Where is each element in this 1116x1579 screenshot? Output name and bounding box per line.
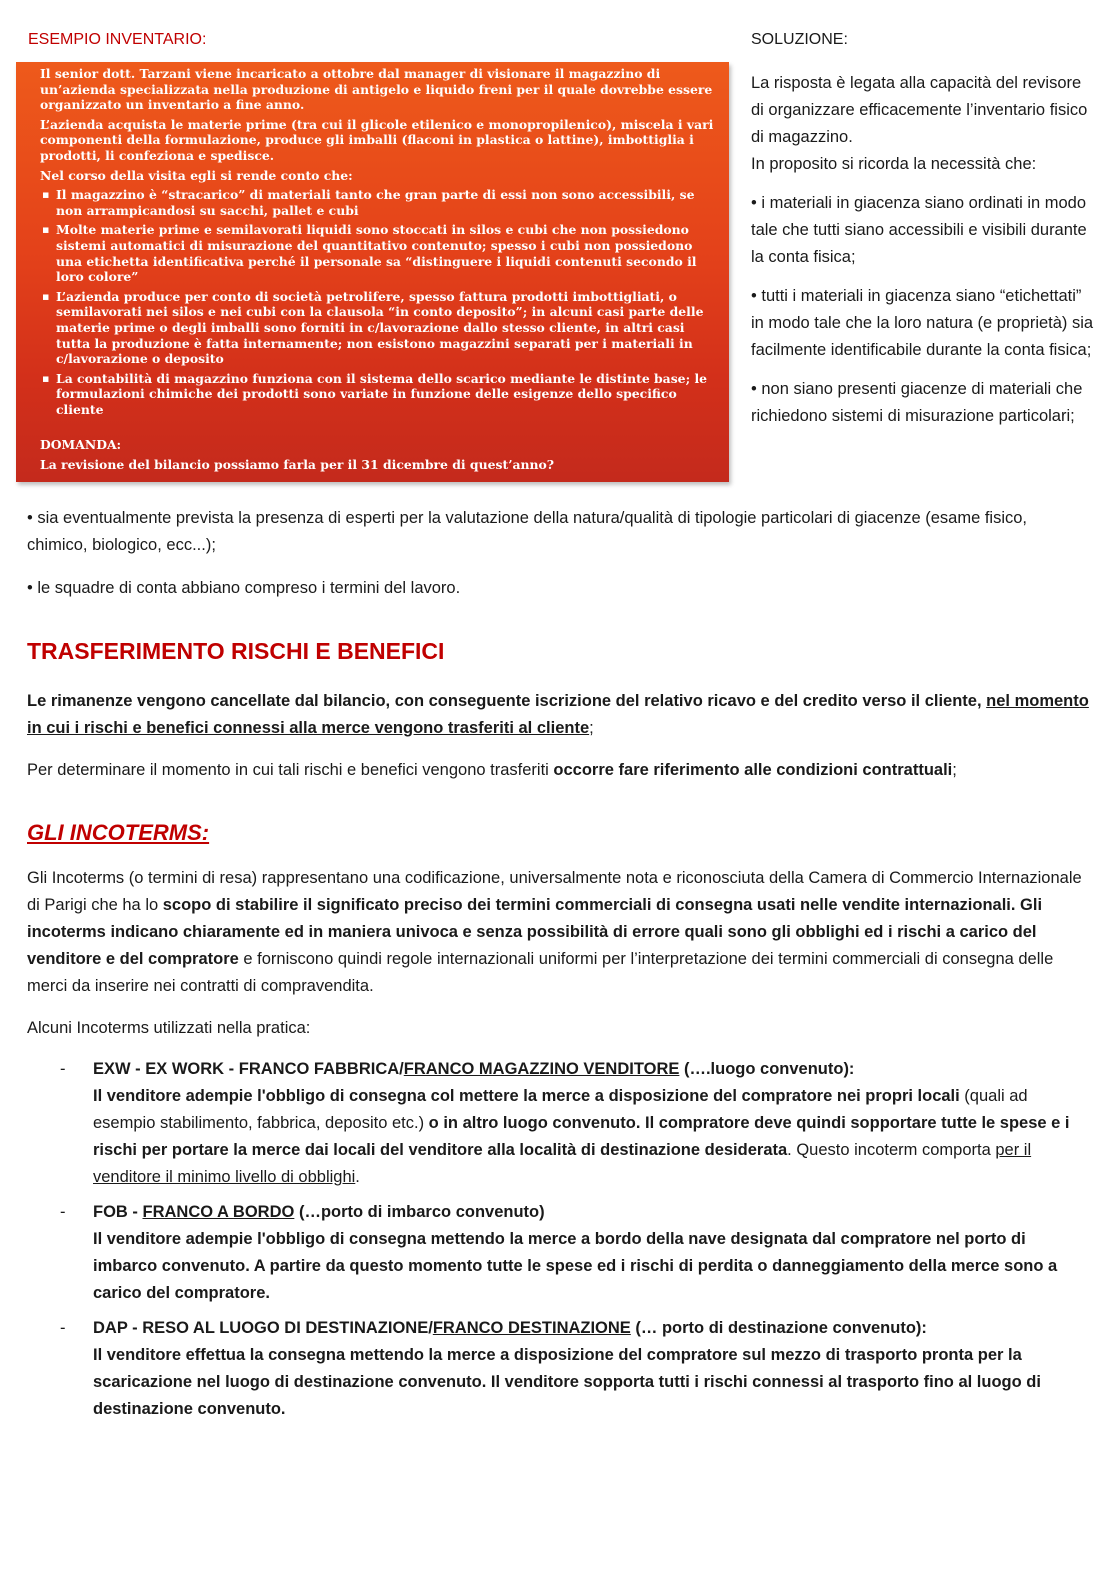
question-label: DOMANDA: bbox=[40, 437, 122, 453]
transfer-p2-start: Per determinare il momento in cui tali rischi e benefici vengono trasferiti bbox=[27, 761, 554, 779]
dap-head-a: DAP - RESO AL LUOGO DI DESTINAZIONE/ bbox=[93, 1319, 433, 1337]
exw-head-b: (….luogo convenuto): bbox=[679, 1060, 855, 1078]
transfer-p2 bbox=[27, 757, 1089, 784]
transfer-p1 bbox=[27, 688, 1089, 742]
question-text: La revisione del bilancio possiamo farla per il 31 dicembre di quest’anno? bbox=[40, 457, 555, 473]
exw-t4: . Questo incoterm comporta bbox=[787, 1141, 996, 1159]
exw-heading bbox=[93, 1056, 1090, 1083]
transfer-p2-end: ; bbox=[952, 761, 957, 779]
example-bullet: ▪ La contabilità di magazzino funziona con il sistema dello scarico mediante le distinte base; le formulazioni chimiche dei prodotti sono variate in funzione delle esigenze dello specifico cliente bbox=[56, 371, 719, 418]
exw-t6: . bbox=[355, 1168, 360, 1186]
dap-body bbox=[93, 1342, 1090, 1423]
exw-t3: o in altro luogo convenuto. Il compratore deve quindi sopportare tutte le spese e i rischi per portare la merce dai locali del venditore alla località di destinazione desiderata bbox=[93, 1114, 1070, 1159]
incoterms-p1-a: Gli Incoterms (o termini di resa) rappresentano una codificazione, universalmente nota e riconosciuta della Camera di Commercio Internazionale di Parigi che ha lo bbox=[27, 869, 1082, 914]
transfer-p1-end: ; bbox=[589, 719, 594, 737]
transfer-title: TRASFERIMENTO RISCHI E BENEFICI bbox=[27, 638, 445, 664]
dash-marker: - bbox=[60, 1203, 66, 1221]
fob-head-u: FRANCO A BORDO bbox=[142, 1203, 295, 1221]
dap-t1: Il venditore effettua la consegna mettendo la merce a disposizione del compratore sul mezzo di trasporto pronta per la scaricazione nel luogo di destinazione convenuto. Il venditore sopporta tutti i rischi connessi al trasporto fino al luogo di destinazione convenuto. bbox=[93, 1346, 1041, 1418]
example-para2: L’azienda acquista le materie prime (tra cui il glicole etilenico e monopropilenico), miscela i vari componenti della formulazione, produce gli imballi (flaconi in plastica o lattine), imbottiglia i prodotti, li confeziona e spedisce. bbox=[40, 116, 714, 163]
exw-head-a: EXW - EX WORK - FRANCO FABBRICA/ bbox=[93, 1060, 404, 1078]
fob-t1: Il venditore adempie l'obbligo di consegna mettendo la merce a bordo della nave designata dal compratore nel porto di imbarco convenuto. A partire da questo momento tutte le spese ed i rischi di perdita o danneggiamento della merce sono a carico del compratore. bbox=[93, 1230, 1058, 1302]
example-box bbox=[16, 62, 729, 482]
incoterms-p2: Alcuni Incoterms utilizzati nella pratica: bbox=[27, 1019, 311, 1037]
solution-bullet-4: • sia eventualmente prevista la presenza di esperti per la valutazione della natura/qualità di tipologie particolari di giacenze (esame fisico, chimico, biologico, ecc...); bbox=[27, 509, 1028, 554]
incoterms-p1-b: scopo di stabilire il significato preciso dei termini commerciali di consegna usati nelle vendite internazionali. Gli incoterms indicano chiaramente ed in maniera univoca e senza possibilità di errore quali sono gli obblighi ed i rischi a carico del venditore e del compratore bbox=[27, 896, 1043, 968]
example-para3: Nel corso della visita egli si rende conto che: bbox=[40, 167, 353, 183]
example-intro: Il senior dott. Tarzani viene incaricato a ottobre dal manager di visionare il magazzino di un’azienda specializzata nella produzione di antigelo e liquido freni per il quale dovrebbe essere organizzato un inventario a fine anno. bbox=[40, 66, 713, 113]
dash-marker: - bbox=[60, 1060, 66, 1078]
incoterm-exw bbox=[60, 1056, 1090, 1191]
fob-body bbox=[93, 1226, 1090, 1307]
solution-label: SOLUZIONE: bbox=[751, 31, 848, 48]
exw-t2: (quali ad esempio stabilimento, fabbrica, deposito etc.) bbox=[93, 1087, 1028, 1132]
fob-heading bbox=[93, 1199, 1090, 1226]
incoterm-dap bbox=[60, 1315, 1090, 1423]
example-bullet: ▪ Molte materie prime e semilavorati liquidi sono stoccati in silos e cubi che non possiedono sistemi automatici di misurazione del quantitativo contenuto; spesso i cubi non possiedono una etichetta identificativa perché il personale sa “distinguere i liquidi contenuti secondo il loro colore” bbox=[56, 222, 719, 284]
exw-t1: Il venditore adempie l'obbligo di consegna col mettere la merce a disposizione del compratore nei propri locali bbox=[93, 1087, 960, 1105]
dap-head-b: (… porto di destinazione convenuto): bbox=[630, 1319, 927, 1337]
incoterms-title: GLI INCOTERMS: bbox=[27, 820, 210, 845]
solution-bullet-5: • le squadre di conta abbiano compreso i termini del lavoro. bbox=[27, 579, 461, 597]
solution-p1-text: La risposta è legata alla capacità del revisore di organizzare efficacemente l’inventario fisico di magazzino. bbox=[751, 74, 1088, 146]
incoterms-p1-c: e forniscono quindi regole internazionali uniformi per l’interpretazione dei termini commerciali di consegna delle merci da inserire nei contratti di compravendita. bbox=[27, 950, 1054, 995]
transfer-p1-bold: Le rimanenze vengono cancellate dal bilancio, con conseguente iscrizione del relativo ricavo e del credito verso il cliente, bbox=[27, 692, 987, 710]
solution-column bbox=[751, 70, 1096, 442]
transfer-p1-underline: nel momento in cui i rischi e benefici connessi alla merce vengono trasferiti al cliente bbox=[27, 692, 1089, 737]
example-label: ESEMPIO INVENTARIO: bbox=[28, 31, 207, 48]
exw-body bbox=[93, 1083, 1090, 1191]
incoterms-list bbox=[60, 1056, 1090, 1431]
example-bullets bbox=[40, 187, 719, 417]
example-bullet: ▪ Il magazzino è “stracarico” di materiali tanto che gran parte di essi non sono accessibili, se non arrampicandosi su sacchi, pallet e cubi bbox=[56, 187, 719, 218]
solution-bullet-3: • non siano presenti giacenze di materiali che richiedono sistemi di misurazione particolari; bbox=[751, 380, 1083, 425]
incoterm-fob bbox=[60, 1199, 1090, 1307]
exw-head-u: FRANCO MAGAZZINO VENDITORE bbox=[403, 1060, 680, 1078]
solution-p1b-text: In proposito si ricorda la necessità che: bbox=[751, 155, 1037, 173]
fob-head-b: (…porto di imbarco convenuto) bbox=[294, 1203, 545, 1221]
solution-bullet-2: • tutti i materiali in giacenza siano “etichettati” in modo tale che la loro natura (e proprietà) sia facilmente identificabile durante la conta fisica; bbox=[751, 287, 1094, 359]
dap-heading bbox=[93, 1315, 1090, 1342]
transfer-p2-bold: occorre fare riferimento alle condizioni contrattuali bbox=[553, 761, 953, 779]
dap-head-u: FRANCO DESTINAZIONE bbox=[432, 1319, 631, 1337]
example-bullet: ▪ L’azienda produce per conto di società petrolifere, spesso fattura prodotti imbottigliati, o semilavorati nei silos e nei cubi con la clausola “in conto deposito”; in alcuni casi parte delle materie prime o degli imballi sono forniti in c/lavorazione dallo stesso cliente, in altri casi tutta la produzione è fatta internamente; non esistono magazzini separati per i materiali in c/lavorazione o deposito bbox=[56, 289, 719, 367]
solution-p1 bbox=[751, 70, 1096, 178]
exw-t5: per il venditore il minimo livello di obblighi bbox=[93, 1141, 1032, 1186]
incoterms-p1 bbox=[27, 865, 1089, 1000]
fob-head-a: FOB - bbox=[93, 1203, 143, 1221]
solution-bullet-1: • i materiali in giacenza siano ordinati in modo tale che tutti siano accessibili e visibili durante la conta fisica; bbox=[751, 194, 1087, 266]
dash-marker: - bbox=[60, 1319, 66, 1337]
